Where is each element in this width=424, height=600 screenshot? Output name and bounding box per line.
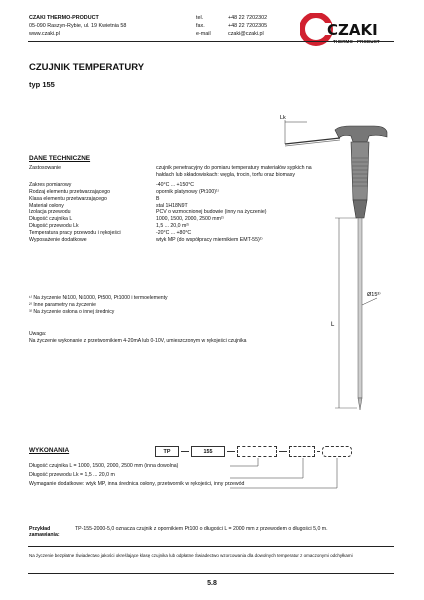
footnote: ¹⁾ Na życzenie Ni100, Ni1000, Pt500, Pt1000 i termoelementy [29, 295, 168, 301]
code-dash [317, 451, 320, 452]
company-address: 05-090 Raszyn-Rybie, ul. 19 Kwietnia 58 [29, 23, 127, 29]
tech-key: Długość czujnika L [29, 216, 73, 223]
tech-row-range [29, 182, 326, 189]
tech-value: wtyk MP (do współpracy miernikiem EMT-55)²⁾ [156, 237, 263, 244]
tech-key: Rodzaj elementu przetwarzającego [29, 188, 111, 195]
tech-row-work-temp [29, 230, 326, 237]
tech-value: PCV o wzmocnionej budowie (inny na życzenie) [156, 209, 267, 216]
tech-row-material [29, 203, 326, 210]
tech-value: -20°C ... +80°C [156, 230, 192, 237]
tel-label: tel. [196, 15, 204, 21]
diameter-leader [362, 298, 377, 305]
header-rule [28, 41, 394, 42]
footnotes [29, 295, 168, 316]
page-title: CZUJNIK TEMPERATURY [29, 62, 145, 73]
tech-key: Temperatura pracy przewodu i rękojeści [29, 230, 121, 237]
page-subtitle: typ 155 [29, 80, 55, 89]
tech-key: Izolacja przewodu [29, 209, 71, 216]
label-lk: Lk [280, 115, 286, 121]
footnote: ²⁾ Inne parametry na życzenie [29, 301, 96, 308]
order-heading: WYKONANIA [29, 447, 70, 454]
code-dash [181, 451, 189, 452]
label-diameter: Ø15³⁾ [367, 292, 381, 298]
order-line-extras: Wymaganie dodatkowe: wtyk MP, inna średnica osłony, przetwornik w rękojeści, inny przewód [29, 481, 245, 487]
label-l: L [331, 322, 335, 328]
tech-key: Długość przewodu Lk [29, 223, 79, 230]
handle-grip [351, 142, 369, 200]
tech-value: 1000, 1500, 2000, 2500 mm²⁾ [156, 216, 224, 223]
tech-row-extras [29, 237, 326, 244]
tech-row-cable-length [29, 223, 326, 230]
tech-key: Wyposażenie dodatkowe [29, 237, 87, 244]
order-lines [29, 462, 244, 489]
order-line-length: Długość czujnika L = 1000, 1500, 2000, 2500 mm (inna dowolna) [29, 463, 179, 469]
tel-value: +48 22 7202302 [228, 15, 268, 21]
logo-text: CZAKI [327, 21, 378, 39]
fax-value: +48 22 7202305 [228, 23, 268, 29]
tech-value: B [156, 195, 160, 202]
tech-key: Materiał osłony [29, 202, 64, 209]
tech-value: czujnik penetracyjny do pomiaru temperatury materiałów sypkich na hałdach lub składowiskach: węgla, trocin, torfu oraz biomasy [156, 165, 312, 178]
email-value[interactable]: czaki@czaki.pl [228, 31, 264, 37]
company-name: CZAKI THERMO-PRODUCT [29, 15, 99, 21]
example-text: TP-155-2000-5,0 oznacza czujnik z opornikiem Pt100 o długości L = 2000 mm z przewodem o długości 5,0 m. [75, 526, 328, 532]
tech-table [29, 165, 326, 244]
code-dash [279, 451, 287, 452]
order-example [29, 526, 328, 538]
footnote: ³⁾ Na życzenie osłona o innej średnicy [29, 308, 115, 315]
company-website[interactable]: www.czaki.pl [29, 31, 60, 37]
tech-key: Klasa elementu przetwarzającego [29, 195, 107, 202]
tech-row-length [29, 216, 326, 223]
tech-value: 1,5 ... 20,0 m²⁾ [156, 223, 190, 230]
footer-note: Na życzenie bezpłatne Świadectwo jakości określające klasę czujnika lub odpłatne Świadectwo wzorcowania dla dowolnych temperatur z omaczonymi odchyłkami [29, 553, 353, 558]
code-dash [227, 451, 235, 452]
probe-tip [358, 398, 362, 410]
tech-heading: DANE TECHNICZNE [29, 155, 91, 162]
tech-value: opornik platynowy (Pt100)¹⁾ [156, 188, 219, 195]
handle-top [335, 126, 387, 142]
code-box-tp: TP [155, 446, 179, 457]
tech-key: Zakres pomiarowy [29, 181, 72, 188]
code-connectors [228, 456, 338, 490]
remark-text: Na życzenie wykonanie z przetwornikiem 4-20mA lub 0-10V, umieszczonym w rękojeści czujnika [29, 337, 247, 344]
code-box-155: 155 [191, 446, 225, 457]
order-line-cable: Długość przewodu Lk = 1,5 ... 20,0 m [29, 472, 115, 478]
logo-subtext: THERMO - PRODUCT [333, 39, 380, 44]
page-number: 5.8 [207, 580, 217, 587]
tech-key: Zastosowanie [29, 165, 62, 171]
example-label: Przykład zamawiania: [29, 526, 60, 538]
tech-row-insulation [29, 209, 326, 216]
tech-row-class [29, 196, 326, 203]
tech-value: stal 1H18N9T [156, 202, 188, 209]
handle-neck [353, 200, 367, 218]
tech-row-application [29, 165, 326, 179]
email-label: e-mail [196, 31, 211, 37]
footer-rule [28, 546, 394, 547]
tech-value: -40°C ... +150°C [156, 181, 195, 188]
contact-block [196, 14, 267, 38]
tech-row-element [29, 189, 326, 196]
fax-label: fax. [196, 23, 205, 29]
sensor-drawing [255, 100, 395, 425]
probe-shaft [358, 218, 362, 398]
footer-rule-bottom [28, 573, 394, 574]
remark-title: Uwaga: [29, 331, 47, 337]
company-block [29, 14, 126, 38]
remark [29, 331, 247, 345]
